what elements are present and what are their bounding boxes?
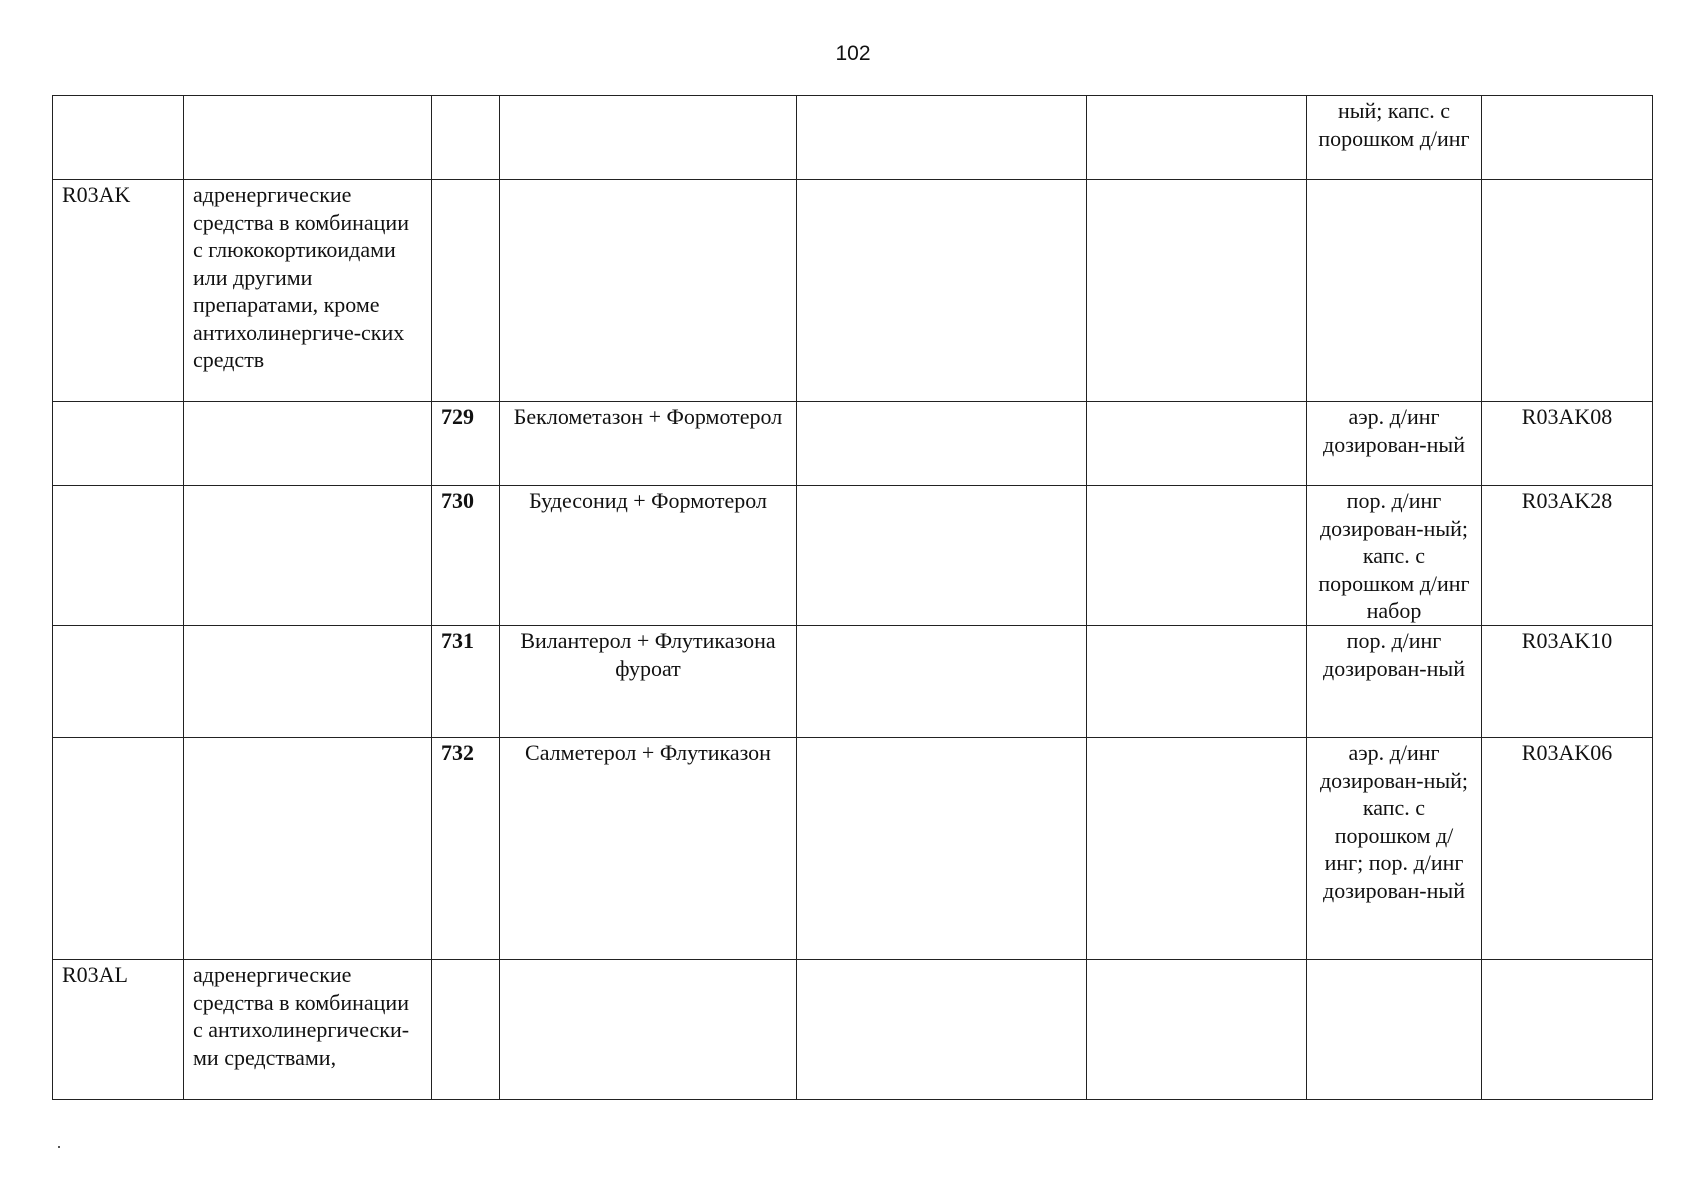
atc-code-cell: R03AK10 xyxy=(1482,626,1653,738)
group-name-cell xyxy=(184,626,432,738)
dosage-form-cell: ный; капс. с порошком д/инг xyxy=(1307,96,1482,180)
group-name-cell xyxy=(184,402,432,486)
empty-cell xyxy=(1087,180,1307,402)
item-number-cell: 730 xyxy=(432,486,500,626)
atc-group-code-cell: R03AL xyxy=(53,960,184,1100)
page-number: 102 xyxy=(835,42,871,65)
table-row xyxy=(53,738,1653,960)
drug-name-cell: Будесонид + Формотерол xyxy=(500,486,797,626)
item-number-cell: 732 xyxy=(432,738,500,960)
empty-cell xyxy=(797,180,1087,402)
item-number-cell xyxy=(432,960,500,1100)
empty-cell xyxy=(1087,486,1307,626)
atc-code-cell xyxy=(1482,96,1653,180)
dosage-form-cell xyxy=(1307,180,1482,402)
dosage-form-cell: аэр. д/инг дозирован-ный; капс. с порошком д/инг; пор. д/инг дозирован-ный xyxy=(1307,738,1482,960)
dosage-form-cell xyxy=(1307,960,1482,1100)
atc-code-cell xyxy=(1482,180,1653,402)
item-number-cell xyxy=(432,180,500,402)
atc-group-code-cell xyxy=(53,96,184,180)
item-number-cell xyxy=(432,96,500,180)
empty-cell xyxy=(1087,402,1307,486)
table-row xyxy=(53,402,1653,486)
empty-cell xyxy=(1087,96,1307,180)
atc-code-cell xyxy=(1482,960,1653,1100)
dosage-form-cell: пор. д/инг дозирован-ный xyxy=(1307,626,1482,738)
group-name-cell xyxy=(184,486,432,626)
group-name-cell xyxy=(184,96,432,180)
drug-table xyxy=(52,95,1653,1100)
drug-name-cell xyxy=(500,180,797,402)
empty-cell xyxy=(797,96,1087,180)
empty-cell xyxy=(1087,738,1307,960)
table-row xyxy=(53,96,1653,180)
item-number-cell: 731 xyxy=(432,626,500,738)
group-name-cell: адренергические средства в комбинации с антихолинергически-ми средствами, xyxy=(184,960,432,1100)
empty-cell xyxy=(1087,626,1307,738)
empty-cell xyxy=(797,738,1087,960)
empty-cell xyxy=(797,486,1087,626)
atc-group-code-cell: R03AK xyxy=(53,180,184,402)
drug-name-cell xyxy=(500,960,797,1100)
atc-group-code-cell xyxy=(53,402,184,486)
atc-group-code-cell xyxy=(53,486,184,626)
drug-name-cell: Вилантерол + Флутиказона фуроат xyxy=(500,626,797,738)
drug-name-cell: Беклометазон + Формотерол xyxy=(500,402,797,486)
dosage-form-cell: аэр. д/инг дозирован-ный xyxy=(1307,402,1482,486)
table-row xyxy=(53,486,1653,626)
stray-dot xyxy=(58,1146,60,1148)
table-row xyxy=(53,626,1653,738)
table-row xyxy=(53,960,1653,1100)
item-number-cell: 729 xyxy=(432,402,500,486)
dosage-form-cell: пор. д/инг дозирован-ный; капс. с порошком д/инг набор xyxy=(1307,486,1482,626)
group-name-cell: адренергические средства в комбинации с глюкокортикоидами или другими препаратами, кроме антихолинергиче-ских средств xyxy=(184,180,432,402)
empty-cell xyxy=(797,402,1087,486)
group-name-cell xyxy=(184,738,432,960)
empty-cell xyxy=(1087,960,1307,1100)
empty-cell xyxy=(797,626,1087,738)
drug-name-cell xyxy=(500,96,797,180)
empty-cell xyxy=(797,960,1087,1100)
atc-code-cell: R03AK28 xyxy=(1482,486,1653,626)
atc-group-code-cell xyxy=(53,626,184,738)
atc-code-cell: R03AK08 xyxy=(1482,402,1653,486)
table-row xyxy=(53,180,1653,402)
atc-group-code-cell xyxy=(53,738,184,960)
atc-code-cell: R03AK06 xyxy=(1482,738,1653,960)
drug-name-cell: Салметерол + Флутиказон xyxy=(500,738,797,960)
